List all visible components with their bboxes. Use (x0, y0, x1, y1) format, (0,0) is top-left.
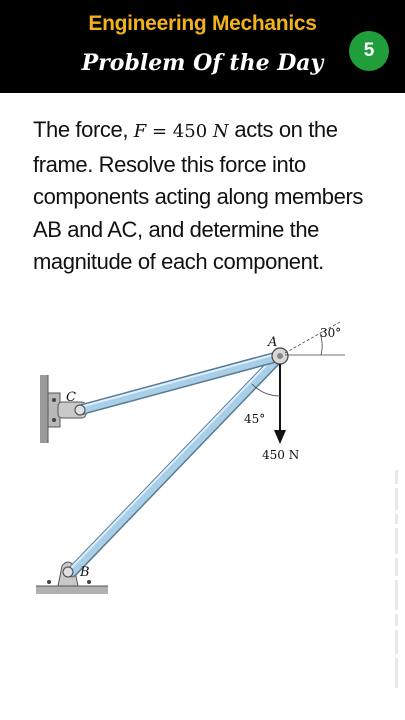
label-angle-45: 45° (244, 412, 266, 426)
label-c: C (66, 390, 76, 405)
watermark-strip (392, 470, 402, 690)
label-b: B (80, 565, 90, 580)
equals-sign: = (146, 121, 173, 142)
label-angle-30: 30° (320, 326, 342, 340)
pin-c (75, 405, 85, 415)
pin-a-center (277, 353, 283, 359)
force-symbol: F (133, 121, 147, 142)
label-a: A (268, 335, 278, 350)
problem-text-start: The force, (33, 117, 134, 142)
problem-number-badge: 5 (349, 31, 389, 71)
header-title: Engineering Mechanics (88, 12, 317, 35)
force-arrow (274, 364, 286, 444)
force-value: 450 (172, 121, 208, 142)
problem-text-rest: acts on the frame. Resolve this force into components acting along members AB and AC, and determine the magnitude of each component. (33, 117, 364, 274)
label-force: 450 N (262, 448, 300, 462)
header-subtitle: Problem Of the Day (81, 50, 324, 76)
pin-b (63, 567, 73, 577)
force-unit: N (212, 121, 229, 142)
